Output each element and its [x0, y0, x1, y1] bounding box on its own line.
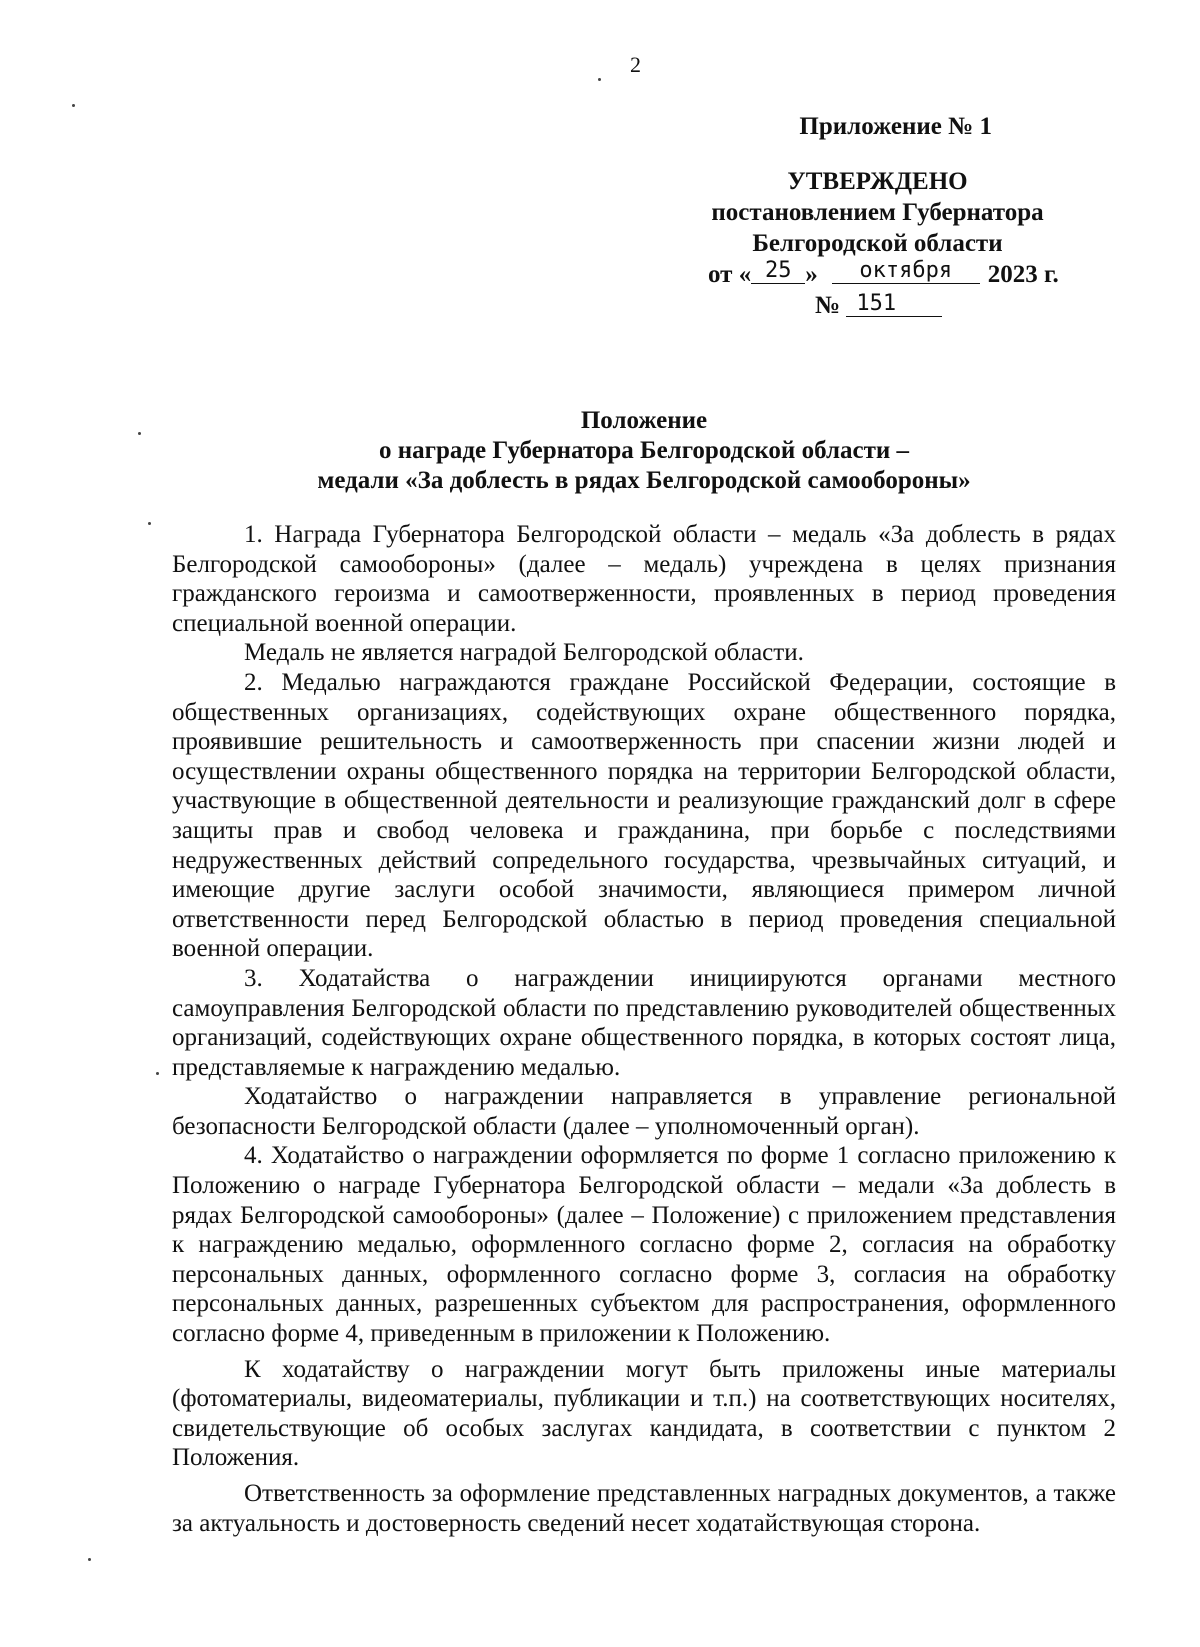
- approval-date: [708, 259, 1100, 290]
- approved-by-line1: постановлением Губернатора: [711, 199, 1044, 226]
- paragraph-1: 1. Награда Губернатора Белгородской области – медаль «За доблесть в рядах Белгородской самообороны» (далее – медаль) учреждена в целях признания гражданского героизма и самоотверженности, проявленных в период проведения специальной военной операции.: [172, 521, 1116, 637]
- document-body: [172, 520, 1116, 1538]
- date-prefix: от «: [708, 261, 752, 288]
- scan-speck: [598, 78, 601, 81]
- paragraph-3-note: Ходатайство о награждении направляется в управление региональной безопасности Белгородской области (далее – уполномоченный орган).: [172, 1083, 1116, 1140]
- paragraph-4-responsibility: Ответственность за оформление представленных наградных документов, а также за актуальность и достоверность сведений несет ходатайствующая сторона.: [172, 1480, 1116, 1537]
- scan-speck: [148, 522, 151, 525]
- scan-speck: [72, 104, 75, 107]
- approved-stamp-text: УТВЕРЖДЕНО: [787, 168, 968, 195]
- scan-speck: [156, 1072, 159, 1075]
- document-title: [172, 406, 1116, 496]
- date-year: 2023 г.: [987, 261, 1059, 288]
- paragraph-2: 2. Медалью награждаются граждане Российской Федерации, состоящие в общественных организациях, содействующих охране общественного порядка, проявившие решительность и самоотверженность при спасении жизни людей и осуществлении охраны общественного порядка на территории Белгородской области, участвующие в общественной деятельности и реализующие гражданский долг в сфере защиты прав и свобод человека и гражданина, при борьбе с последствиями недружественных действий сопредельного государства, чрезвычайных ситуаций, и имеющие другие заслуги особой значимости, являющиеся примером личной ответственности перед Белгородской областью в период проведения специальной военной операции.: [172, 668, 1116, 963]
- number-prefix: №: [815, 292, 841, 319]
- approval-header: [680, 111, 1100, 321]
- date-month: октября: [832, 259, 980, 284]
- approved-by-line2: Белгородской области: [752, 230, 1003, 257]
- page-number: 2: [630, 52, 641, 77]
- approval-number: [815, 290, 1100, 321]
- paragraph-1-note: Медаль не является наградой Белгородской области.: [244, 639, 804, 667]
- paragraph-4-attachments: К ходатайству о награждении могут быть приложены иные материалы (фотоматериалы, видеоматериалы, публикации и т.п.) на соответствующих носителях, свидетельствующие об особых заслугах кандидата, в соответствии с пунктом 2 Положения.: [172, 1355, 1116, 1472]
- title-line3: медали «За доблесть в рядах Белгородской самообороны»: [317, 467, 971, 494]
- paragraph-4: 4. Ходатайство о награждении оформляется по форме 1 согласно приложению к Положению о награде Губернатора Белгородской области – медали «За доблесть в рядах Белгородской самообороны» (далее – Положение) с приложением представления к награждению медалью, оформленного согласно форме 2, согласия на обработку персональных данных, оформленного согласно форме 3, согласия на обработку персональных данных, разрешенных субъектом для распространения, оформленного согласно форме 4, приведенным в приложении к Положению.: [172, 1142, 1116, 1348]
- date-day: 25: [751, 259, 805, 284]
- number-value: 151: [846, 292, 942, 317]
- date-quote-close: »: [805, 261, 818, 288]
- scan-speck: [138, 432, 141, 435]
- title-line1: Положение: [580, 407, 708, 434]
- paragraph-3: 3. Ходатайства о награждении инициируются органами местного самоуправления Белгородской области по представлению руководителей общественных организаций, содействующих охране общественного порядка, в которых состоят лица, представляемые к награждению медалью.: [172, 964, 1116, 1081]
- appendix-title: Приложение № 1: [799, 113, 992, 140]
- title-line2: о награде Губернатора Белгородской области –: [378, 437, 910, 464]
- scan-speck: [88, 1558, 91, 1561]
